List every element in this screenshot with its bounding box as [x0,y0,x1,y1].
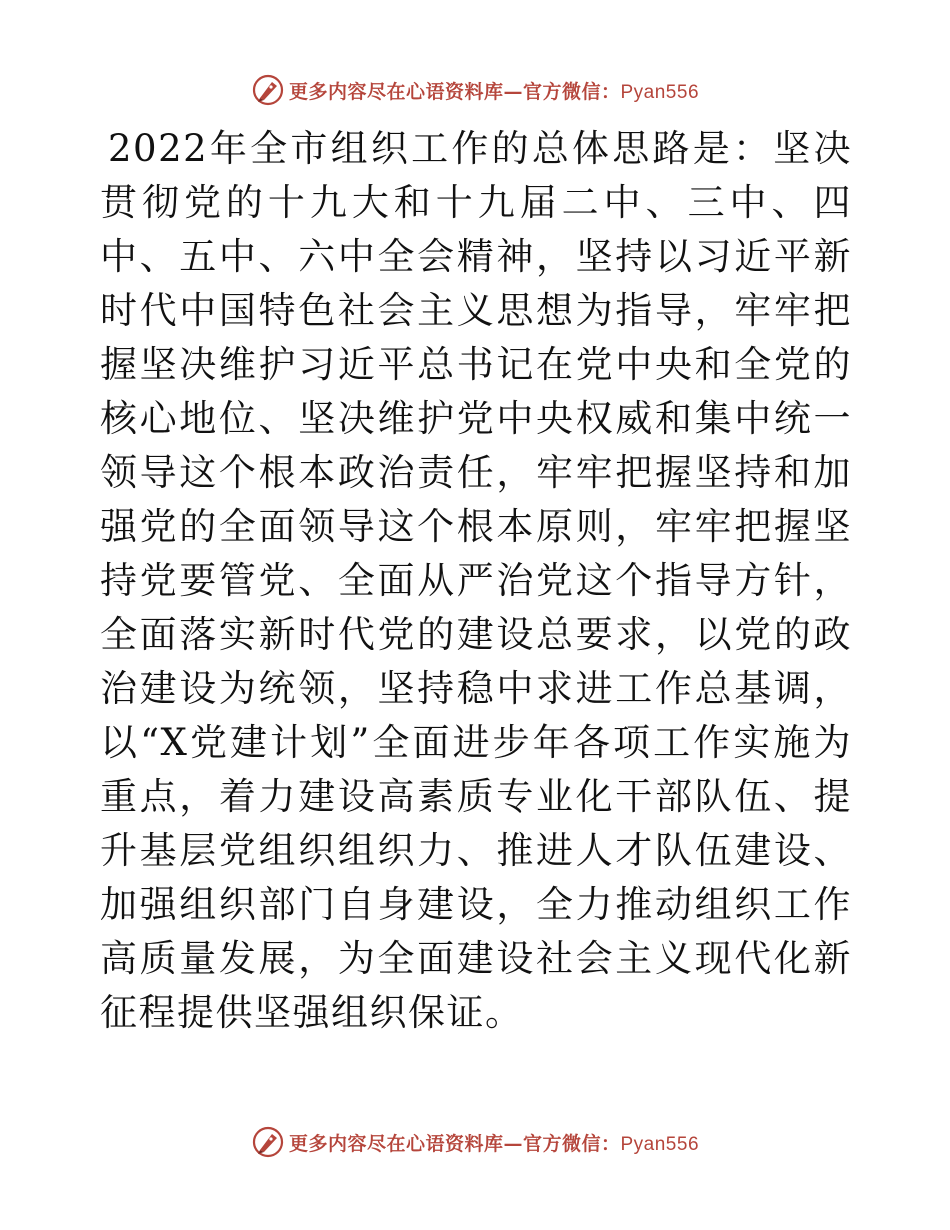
header-banner [0,72,950,108]
footer-banner-text [289,1129,699,1156]
footer-banner [0,1124,950,1160]
pen-nib-logo-icon [251,1125,285,1159]
header-wechat-id: Pyan556 [620,81,700,103]
body-paragraph: 2022年全市组织工作的总体思路是：坚决贯彻党的十九大和十九届二中、三中、四中、五中、六中全会精神，坚持以习近平新时代中国特色社会主义思想为指导，牢牢把握坚决维护习近平总书记在党中央和全党的核心地位、坚决维护党中央权威和集中统一领导这个根本政治责任，牢牢把握坚持和加强党的全面领导这个根本原则，牢牢把握坚持党要管党、全面从严治党这个指导方针，全面落实新时代党的建设总要求，以党的政治建设为统领，坚持稳中求进工作总基调，以“X党建计划”全面进步年各项工作实施为重点，着力建设高素质专业化干部队伍、提升基层党组织组织力、推进人才队伍建设、加强组织部门自身建设，全力推动组织工作高质量发展，为全面建设社会主义现代化新征程提供坚强组织保证。 [100,127,852,1034]
header-banner-text [289,77,699,104]
pen-nib-logo-icon [251,73,285,107]
footer-wechat-id: Pyan556 [620,1133,700,1155]
footer-banner-label: 更多内容尽在心语资料库—官方微信： [288,1132,621,1155]
header-banner-label: 更多内容尽在心语资料库—官方微信： [288,80,621,103]
